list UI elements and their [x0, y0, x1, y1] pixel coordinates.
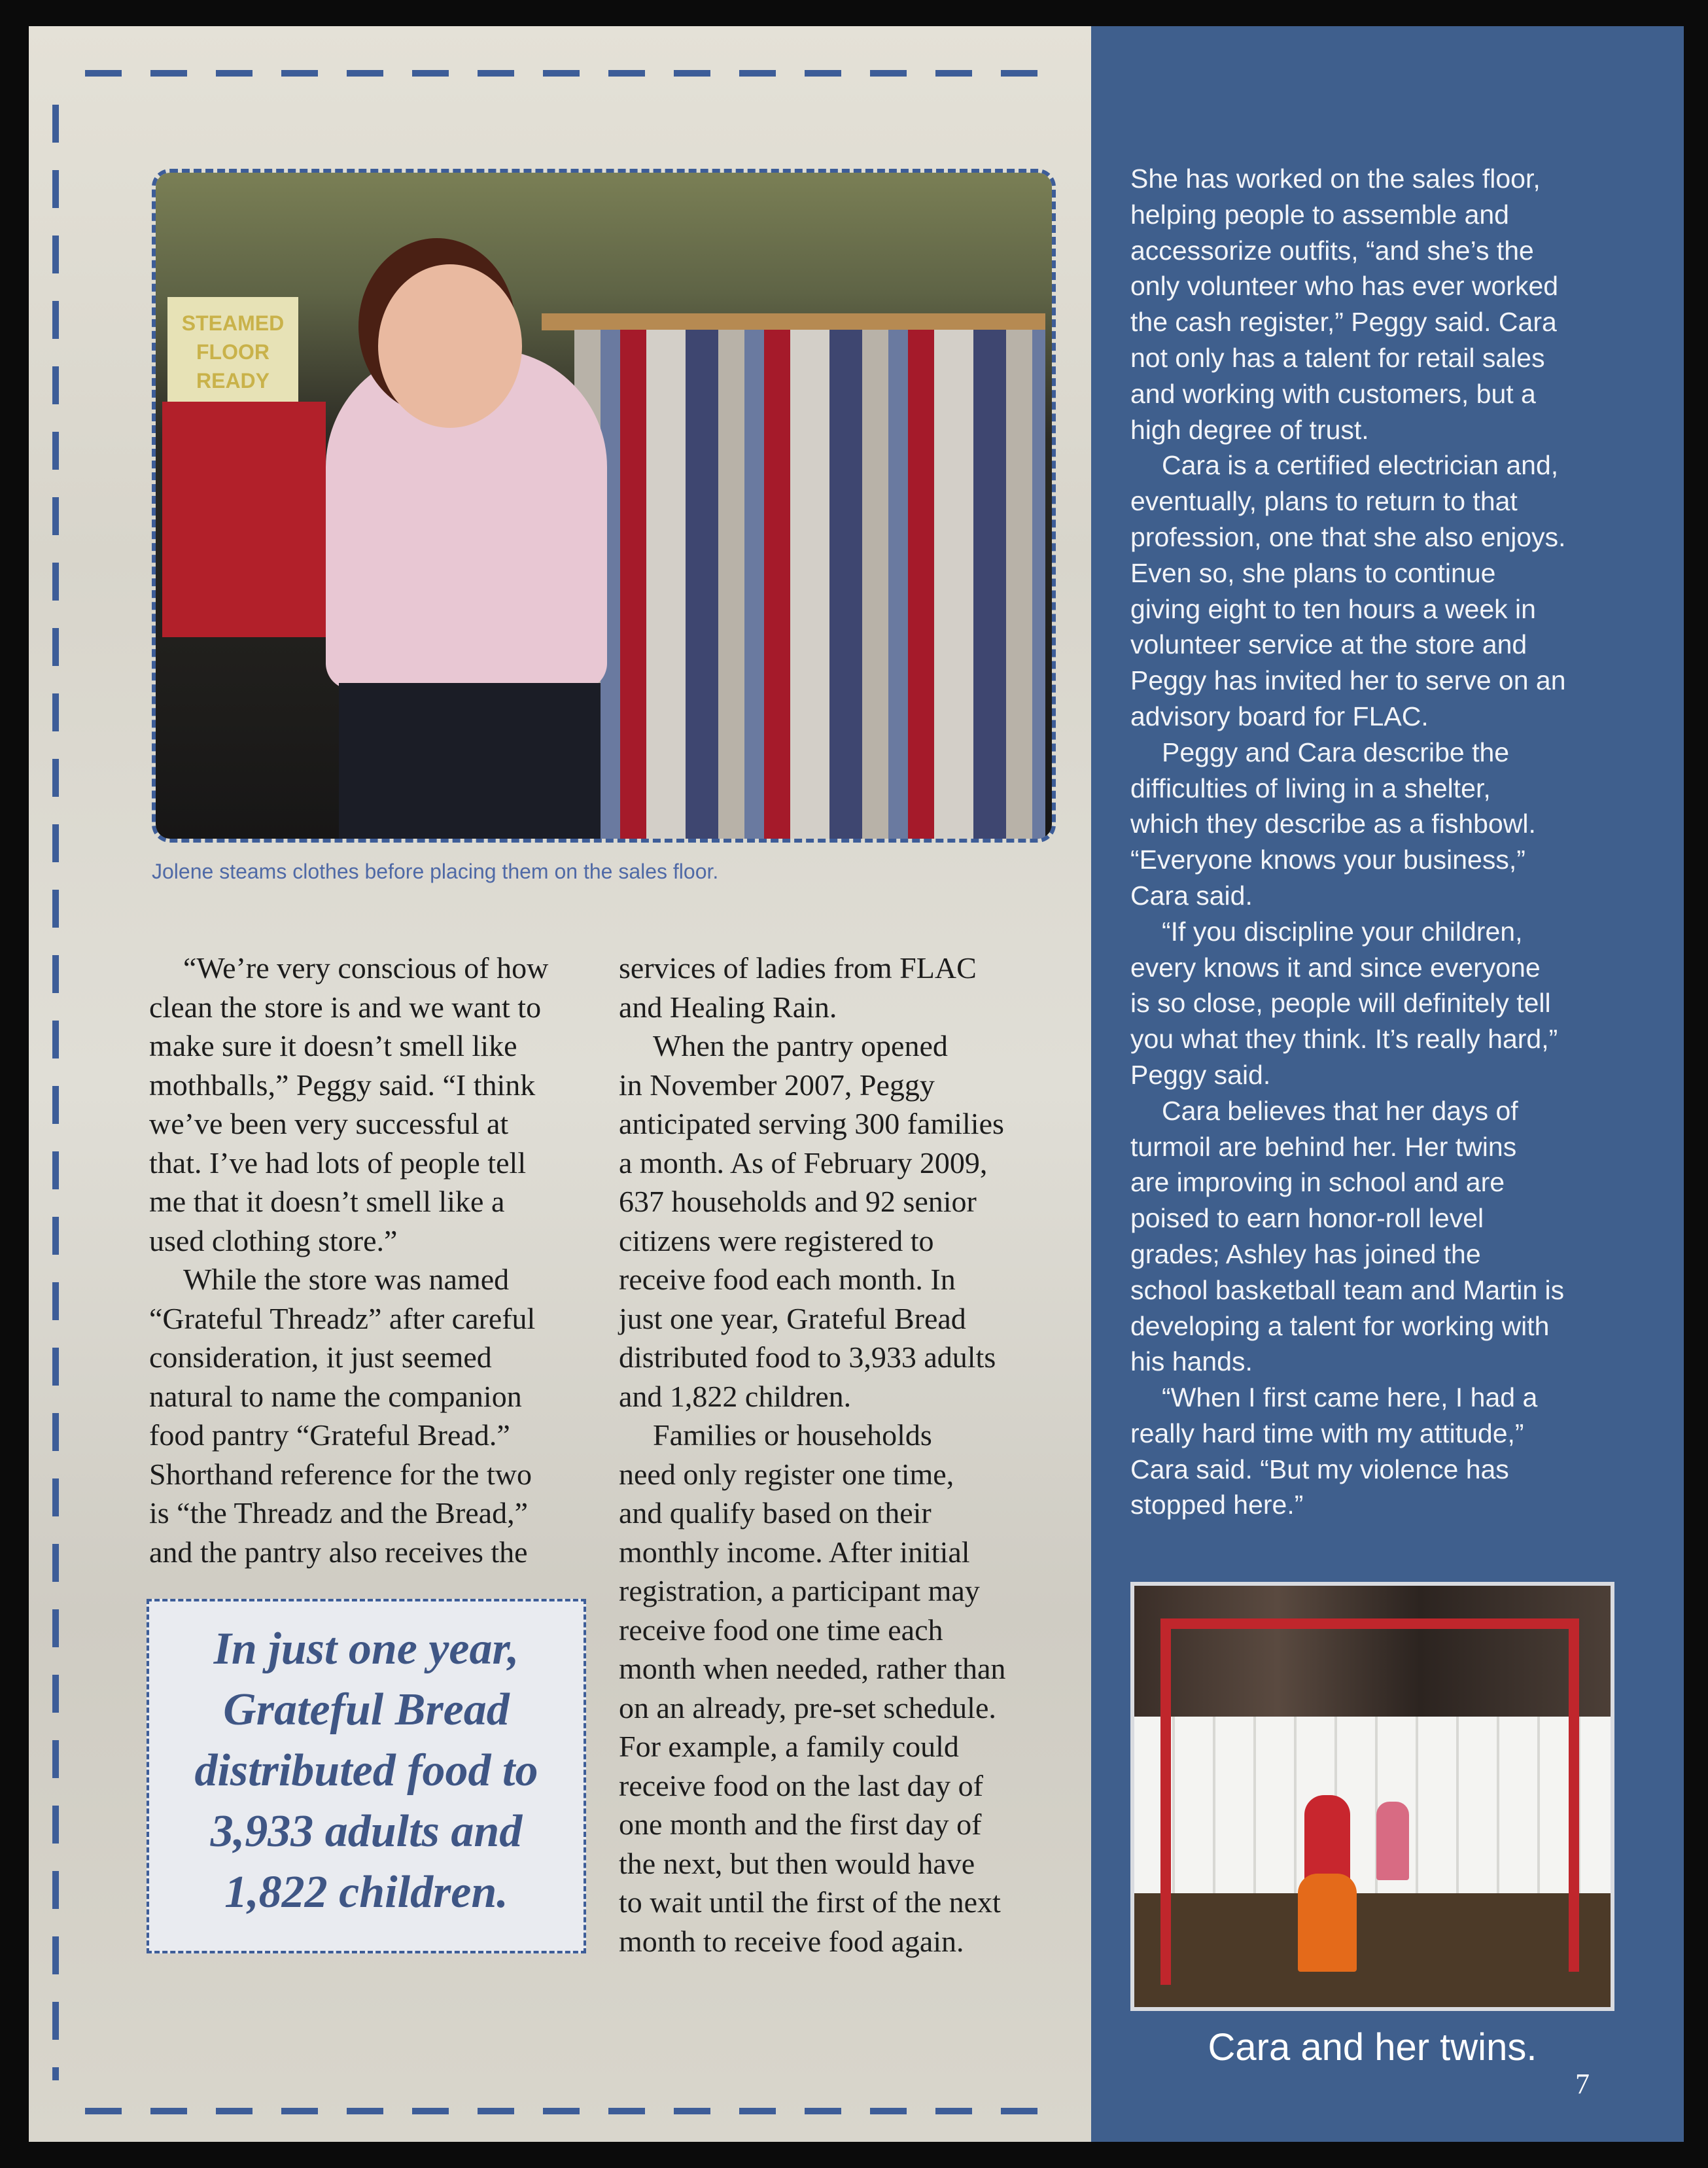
text-line: Cara said. “But my violence has [1130, 1454, 1509, 1484]
photo-jolene-steaming [152, 169, 1056, 843]
text-line: For example, a family could [619, 1730, 959, 1763]
text-line: in November 2007, Peggy [619, 1068, 935, 1102]
text-line: make sure it doesn’t smell like [149, 1029, 517, 1062]
text-line: volunteer service at the store and [1130, 629, 1527, 660]
text-line: only volunteer who has ever worked [1130, 271, 1559, 302]
hanging-clothes [574, 330, 1045, 840]
text-line: and 1,822 children. [619, 1379, 852, 1413]
text-line: While the store was named [183, 1263, 510, 1296]
text-line: month to receive food again. [619, 1924, 964, 1958]
pull-quote [147, 1599, 586, 1953]
text-line: grades; Ashley has joined the [1130, 1238, 1481, 1269]
text-line: that. I’ve had lots of people tell [149, 1145, 527, 1180]
sign-line: STEAMED [181, 311, 285, 335]
text-line: food pantry “Grateful Bread.” [149, 1418, 510, 1452]
text-line: giving eight to ten hours a week in [1130, 593, 1536, 624]
text-line: Peggy and Cara describe the [1162, 737, 1510, 767]
text-line: Cara is a certified electrician and, [1162, 450, 1559, 481]
text-line: stopped here.” [1130, 1490, 1304, 1520]
text-line: the cash register,” Peggy said. Cara [1130, 307, 1557, 338]
text-line: is so close, people will definitely tell [1130, 988, 1551, 1019]
pull-quote-line: 1,822 children. [224, 1867, 508, 1917]
swing-set-leg [1569, 1618, 1579, 1972]
text-line: profession, one that she also enjoys. [1130, 521, 1566, 552]
clothing-rack [542, 313, 1045, 330]
text-line: you what they think. It’s really hard,” [1130, 1024, 1558, 1055]
text-line: school basketball team and Martin is [1130, 1274, 1565, 1305]
text-line: used clothing store.” [149, 1223, 398, 1257]
text-line: consideration, it just seemed [149, 1340, 492, 1374]
text-line: high degree of trust. [1130, 414, 1369, 445]
text-line: his hands. [1130, 1346, 1253, 1377]
text-line: on an already, pre-set schedule. [619, 1690, 996, 1724]
text-line: just one year, Grateful Bread [619, 1301, 966, 1335]
text-line: a month. As of February 2009, [619, 1145, 988, 1180]
text-line: Families or households [653, 1418, 932, 1452]
text-line: are improving in school and are [1130, 1167, 1505, 1198]
person-twin-girl [1376, 1802, 1409, 1880]
text-line: Peggy has invited her to serve on an [1130, 665, 1566, 696]
swing-set-leg [1160, 1618, 1171, 1985]
text-line: Peggy said. [1130, 1059, 1271, 1090]
text-line: difficulties of living in a shelter, [1130, 773, 1491, 803]
text-line: “Everyone knows your business,” [1130, 845, 1525, 875]
text-line: and working with customers, but a [1130, 378, 1536, 409]
article-column-3 [1130, 161, 1566, 1523]
text-line: poised to earn honor-roll level [1130, 1203, 1484, 1234]
text-line: citizens were registered to [619, 1223, 934, 1257]
text-line: and the pantry also receives the [149, 1535, 528, 1569]
dashed-border-top [85, 70, 1060, 77]
text-line: natural to name the companion [149, 1379, 522, 1413]
text-line: receive food on the last day of [619, 1768, 983, 1802]
mulch-ground [1134, 1893, 1611, 2011]
text-line: Cara said. [1130, 880, 1253, 911]
text-line: turmoil are behind her. Her twins [1130, 1131, 1517, 1162]
person-twin-boy [1298, 1874, 1357, 1972]
sign-line: READY [196, 369, 270, 393]
pull-quote-line: distributed food to [194, 1745, 538, 1796]
text-line: receive food each month. In [619, 1263, 956, 1296]
text-line: receive food one time each [619, 1613, 943, 1647]
sign-line: FLOOR [196, 340, 270, 364]
text-line: “Grateful Threadz” after careful [149, 1301, 536, 1335]
person-head [378, 264, 522, 428]
text-line: one month and the first day of [619, 1808, 982, 1841]
text-line: distributed food to 3,933 adults [619, 1340, 996, 1374]
text-line: registration, a participant may [619, 1574, 980, 1607]
text-line: 637 households and 92 senior [619, 1185, 977, 1218]
text-line: really hard time with my attitude,” [1130, 1418, 1524, 1448]
text-line: Even so, she plans to continue [1130, 557, 1496, 588]
page-number: 7 [1575, 2068, 1590, 2100]
steamed-floor-ready-sign [167, 297, 298, 402]
white-fence [1134, 1717, 1611, 1900]
text-line: “If you discipline your children, [1162, 916, 1523, 947]
text-line: services of ladies from FLAC [619, 951, 977, 985]
article-column-2 [619, 949, 1005, 1961]
pull-quote-line: In just one year, [213, 1624, 519, 1674]
text-line: which they describe as a fishbowl. [1130, 809, 1536, 839]
pull-quote-line: Grateful Bread [223, 1685, 510, 1735]
text-line: She has worked on the sales floor, [1130, 164, 1541, 194]
photo-caption: Cara and her twins. [1208, 2026, 1537, 2069]
text-line: Shorthand reference for the two [149, 1457, 532, 1491]
photo-caption: Jolene steams clothes before placing them on the sales floor. [152, 860, 719, 883]
text-line: we’ve been very successful at [149, 1107, 509, 1140]
photo-cara-and-twins [1130, 1582, 1614, 2011]
text-line: me that it doesn’t smell like a [149, 1185, 505, 1218]
text-line: Cara believes that her days of [1162, 1095, 1518, 1126]
text-line: “When I first came here, I had a [1162, 1382, 1538, 1413]
text-line: not only has a talent for retail sales [1130, 342, 1545, 373]
text-line: monthly income. After initial [619, 1535, 970, 1569]
person-pants [339, 683, 601, 843]
text-line: the next, but then would have [619, 1846, 975, 1880]
text-line: “We’re very conscious of how [183, 951, 549, 985]
text-line: helping people to assemble and [1130, 199, 1509, 230]
dashed-border-bottom [85, 2108, 1060, 2114]
text-line: clean the store is and we want to [149, 990, 542, 1024]
text-line: accessorize outfits, “and she’s the [1130, 235, 1534, 266]
dashed-border-left [52, 105, 59, 2080]
pull-quote-line: 3,933 adults and [210, 1806, 523, 1857]
text-line: advisory board for FLAC. [1130, 701, 1429, 731]
text-line: is “the Threadz and the Bread,” [149, 1496, 528, 1530]
text-line: mothballs,” Peggy said. “I think [149, 1068, 536, 1102]
text-line: developing a talent for working with [1130, 1310, 1550, 1341]
text-line: When the pantry opened [653, 1029, 948, 1062]
swing-set-top-bar [1160, 1618, 1579, 1629]
text-line: and Healing Rain. [619, 990, 837, 1024]
text-line: need only register one time, [619, 1457, 954, 1491]
red-shirt [162, 402, 326, 637]
text-line: month when needed, rather than [619, 1652, 1006, 1685]
text-line: anticipated serving 300 families [619, 1107, 1004, 1140]
text-line: eventually, plans to return to that [1130, 486, 1518, 517]
text-line: to wait until the first of the next [619, 1885, 1001, 1919]
text-line: and qualify based on their [619, 1496, 932, 1530]
text-line: every knows it and since everyone [1130, 952, 1541, 983]
article-column-1 [149, 949, 548, 1571]
